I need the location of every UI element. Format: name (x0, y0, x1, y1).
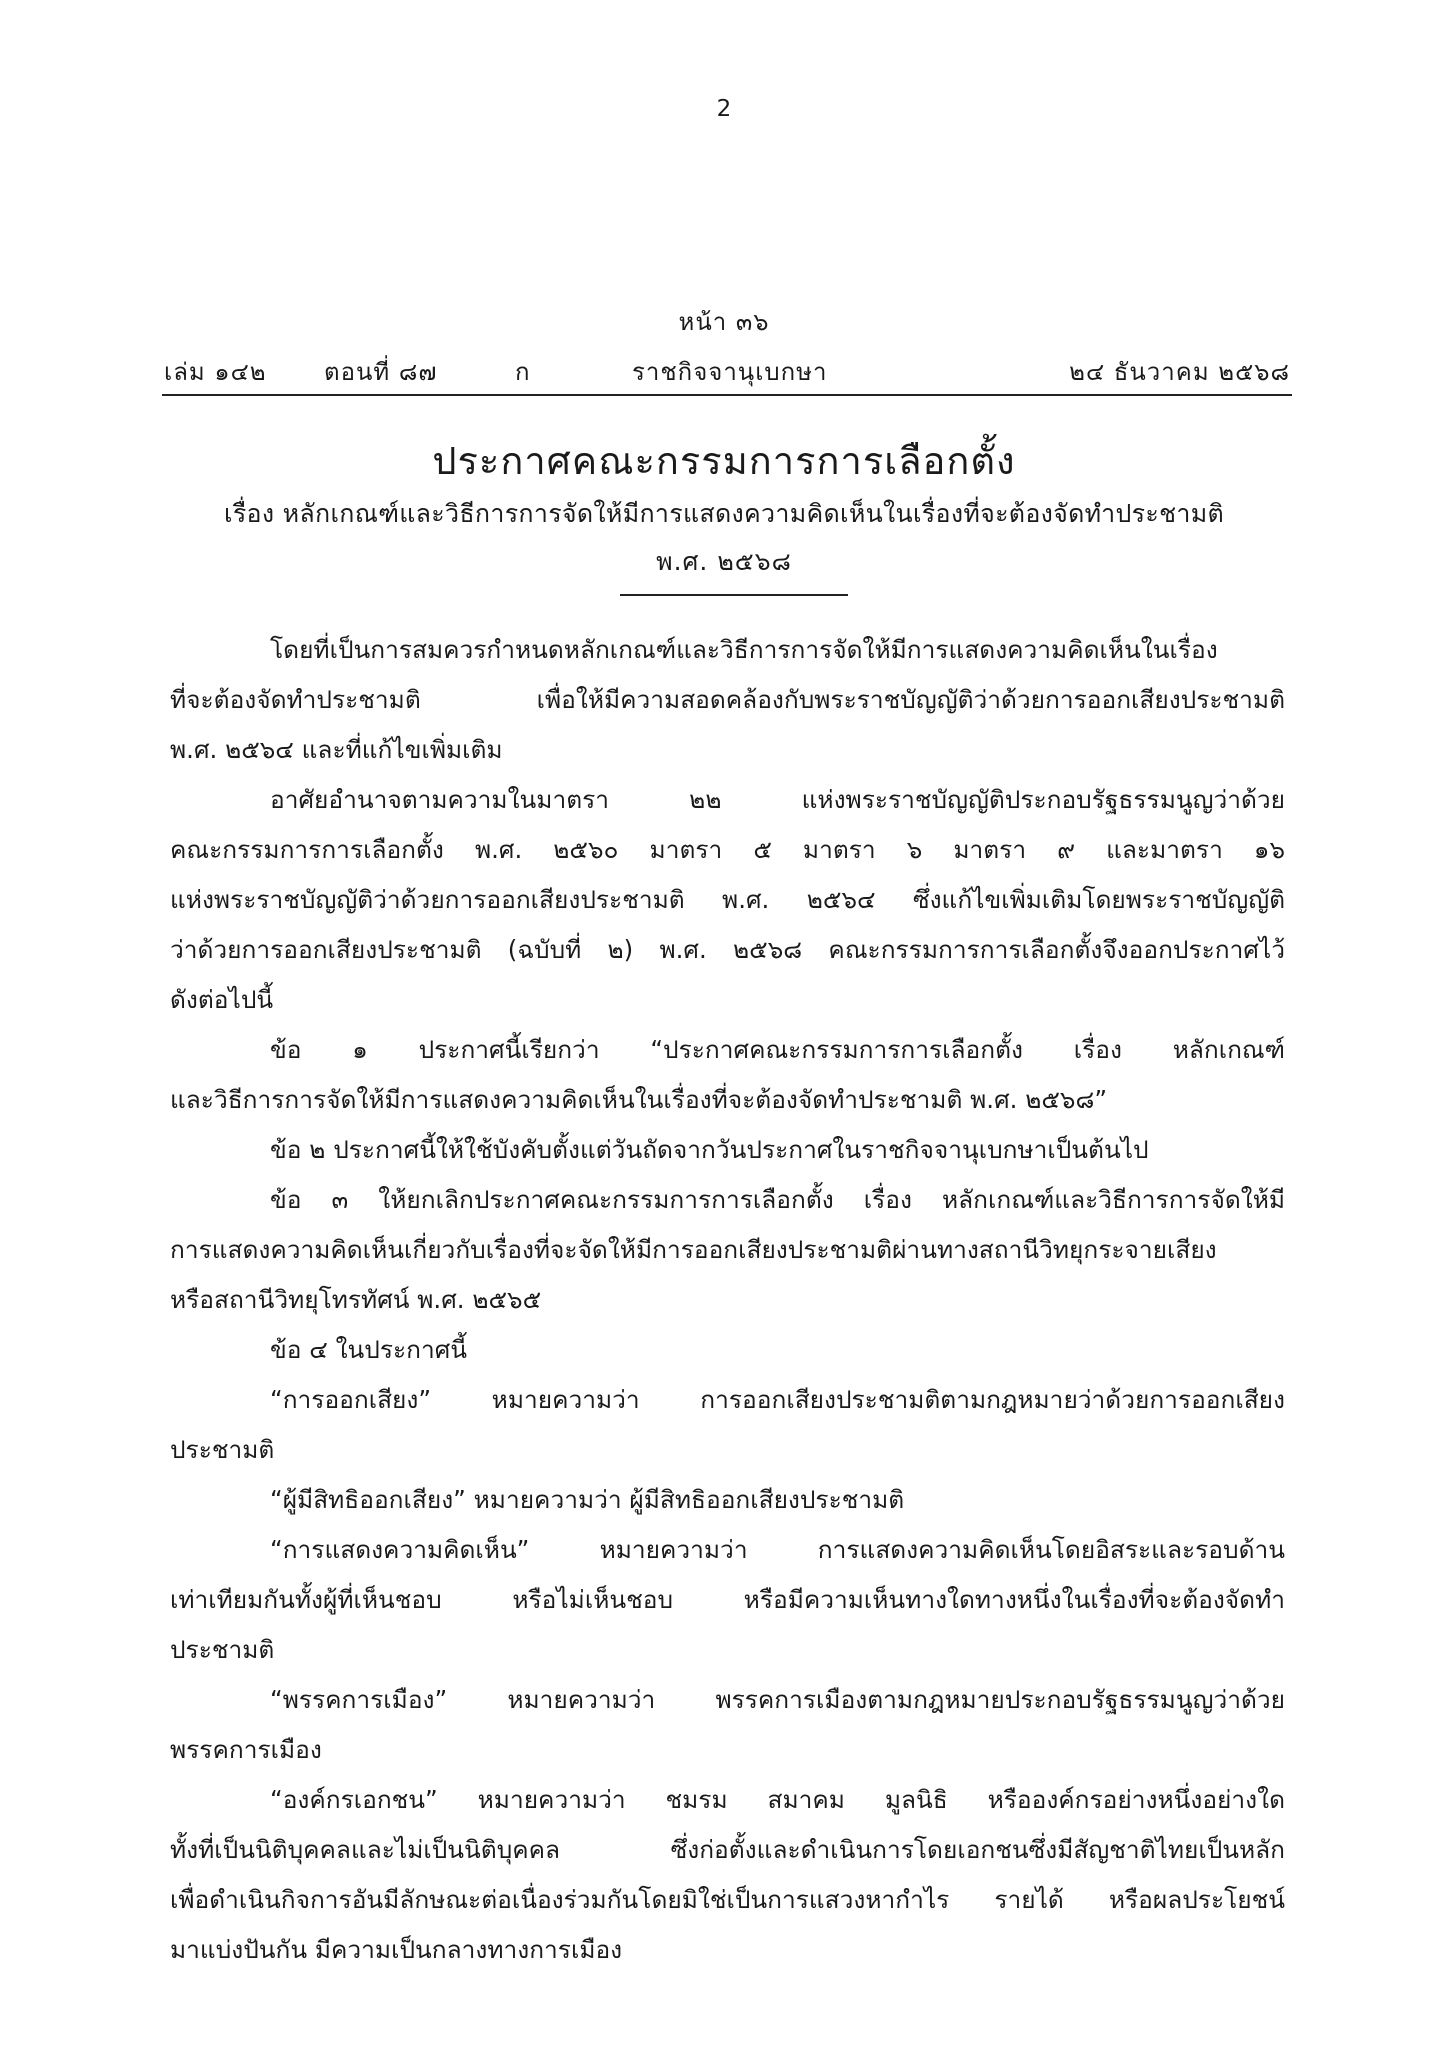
body-line: ข้อ ๑ ประกาศนี้เรียกว่า “ประกาศคณะกรรมการการเลือกตั้ง เรื่อง หลักเกณฑ์ (270, 1035, 1285, 1064)
body-line: แห่งพระราชบัญญัติว่าด้วยการออกเสียงประชามติ พ.ศ. ๒๕๖๔ ซึ่งแก้ไขเพิ่มเติมโดยพระราชบัญญัติ (170, 885, 1285, 914)
body-line: พ.ศ. ๒๕๖๔ และที่แก้ไขเพิ่มเติม (170, 735, 503, 764)
body-line: “ผู้มีสิทธิออกเสียง” หมายความว่า ผู้มีสิทธิออกเสียงประชามติ (270, 1485, 905, 1514)
gazette-date: ๒๔ ธันวาคม ๒๕๖๘ (1069, 358, 1290, 386)
header-divider (162, 394, 1292, 396)
gazette-volume: เล่ม ๑๔๒ (164, 358, 267, 386)
title-divider (620, 594, 848, 596)
body-line: พรรคการเมือง (170, 1735, 322, 1764)
gazette-header-row (164, 352, 1290, 388)
body-line: “การออกเสียง” หมายความว่า การออกเสียงประชามติตามกฎหมายว่าด้วยการออกเสียง (270, 1385, 1285, 1414)
announcement-year: พ.ศ. ๒๕๖๘ (656, 547, 792, 576)
body-line: อาศัยอำนาจตามความในมาตรา ๒๒ แห่งพระราชบัญญัติประกอบรัฐธรรมนูญว่าด้วย (270, 785, 1285, 814)
announcement-body (170, 625, 1285, 1975)
body-line: ที่จะต้องจัดทำประชามติ เพื่อให้มีความสอดคล้องกับพระราชบัญญัติว่าด้วยการออกเสียงประชามติ (170, 685, 1285, 714)
announcement-title: ประกาศคณะกรรมการการเลือกตั้ง (432, 439, 1016, 483)
body-line: ข้อ ๔ ในประกาศนี้ (270, 1335, 468, 1364)
gazette-page-label: หน้า ๓๖ (678, 308, 770, 336)
body-line: หรือสถานีวิทยุโทรทัศน์ พ.ศ. ๒๕๖๕ (170, 1285, 542, 1314)
body-line: “พรรคการเมือง” หมายความว่า พรรคการเมืองตามกฎหมายประกอบรัฐธรรมนูญว่าด้วย (270, 1685, 1285, 1714)
body-line: โดยที่เป็นการสมควรกำหนดหลักเกณฑ์และวิธีการการจัดให้มีการแสดงความคิดเห็นในเรื่อง (270, 635, 1218, 664)
body-line: ประชามติ (170, 1635, 275, 1664)
gazette-section: ก (515, 358, 531, 386)
body-line: ประชามติ (170, 1435, 275, 1464)
body-line: เพื่อดำเนินกิจการอันมีลักษณะต่อเนื่องร่วมกันโดยมิใช่เป็นการแสวงหากำไร รายได้ หรือผลประโยชน์ (170, 1885, 1285, 1914)
body-line: มาแบ่งปันกัน มีความเป็นกลางทางการเมือง (170, 1935, 623, 1964)
body-line: ข้อ ๓ ให้ยกเลิกประกาศคณะกรรมการการเลือกตั้ง เรื่อง หลักเกณฑ์และวิธีการการจัดให้มี (270, 1185, 1285, 1214)
body-line: ดังต่อไปนี้ (170, 985, 274, 1014)
body-line: “การแสดงความคิดเห็น” หมายความว่า การแสดงความคิดเห็นโดยอิสระและรอบด้าน (270, 1535, 1285, 1564)
body-line: การแสดงความคิดเห็นเกี่ยวกับเรื่องที่จะจัดให้มีการออกเสียงประชามติผ่านทางสถานีวิทยุกระจายเสียง (170, 1235, 1217, 1264)
body-line: ว่าด้วยการออกเสียงประชามติ (ฉบับที่ ๒) พ.ศ. ๒๕๖๘ คณะกรรมการการเลือกตั้งจึงออกประกาศไว้ (170, 935, 1285, 964)
body-line: และวิธีการการจัดให้มีการแสดงความคิดเห็นในเรื่องที่จะต้องจัดทำประชามติ พ.ศ. ๒๕๖๘” (170, 1085, 1108, 1114)
gazette-name: ราชกิจจานุเบกษา (632, 358, 828, 386)
gazette-issue: ตอนที่ ๘๗ (324, 358, 438, 386)
body-line: คณะกรรมการการเลือกตั้ง พ.ศ. ๒๕๖๐ มาตรา ๕ มาตรา ๖ มาตรา ๙ และมาตรา ๑๖ (170, 835, 1285, 864)
page-number: 2 (716, 96, 732, 122)
body-line: “องค์กรเอกชน” หมายความว่า ชมรม สมาคม มูลนิธิ หรือองค์กรอย่างหนึ่งอย่างใด (270, 1785, 1285, 1814)
announcement-subject: เรื่อง หลักเกณฑ์และวิธีการการจัดให้มีการแสดงความคิดเห็นในเรื่องที่จะต้องจัดทำประชามติ (223, 499, 1225, 528)
body-line: ข้อ ๒ ประกาศนี้ให้ใช้บังคับตั้งแต่วันถัดจากวันประกาศในราชกิจจานุเบกษาเป็นต้นไป (270, 1135, 1149, 1164)
body-line: ทั้งที่เป็นนิติบุคคลและไม่เป็นนิติบุคคล ซึ่งก่อตั้งและดำเนินการโดยเอกชนซึ่งมีสัญชาติไทยเป็นหลัก (170, 1835, 1285, 1864)
body-line: เท่าเทียมกันทั้งผู้ที่เห็นชอบ หรือไม่เห็นชอบ หรือมีความเห็นทางใดทางหนึ่งในเรื่องที่จะต้องจัดทำ (170, 1585, 1285, 1614)
